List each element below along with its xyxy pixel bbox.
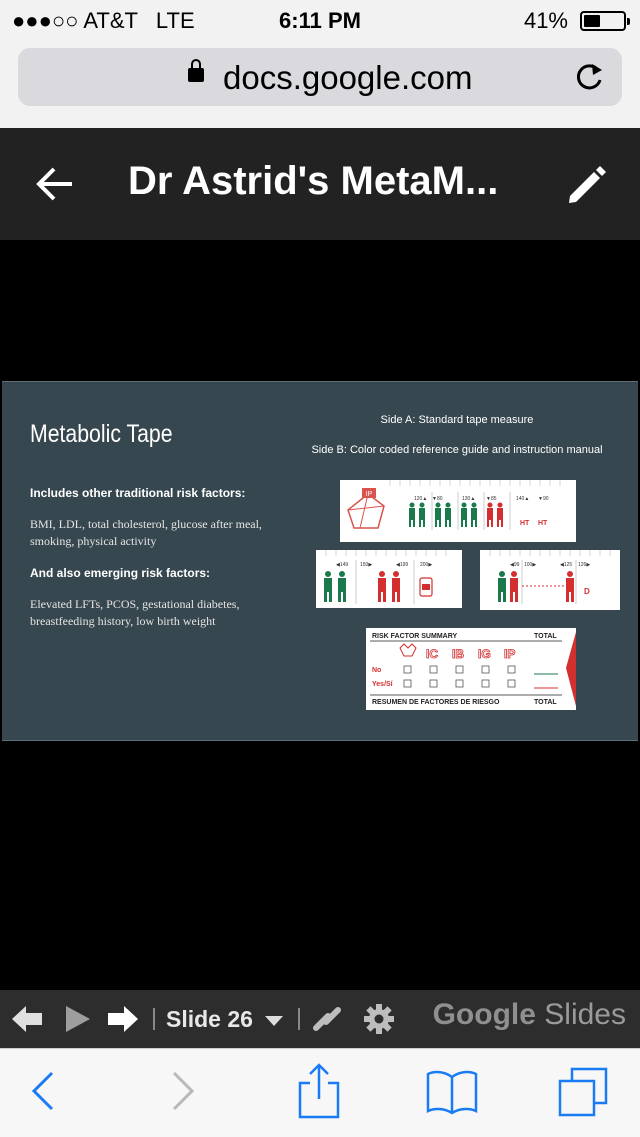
slides-control-bar bbox=[0, 990, 640, 1048]
tabs-icon[interactable] bbox=[558, 1067, 608, 1117]
doc-header bbox=[0, 128, 640, 240]
network-type: LTE bbox=[155, 8, 195, 33]
tape-1-tick: ▼90 bbox=[538, 496, 549, 502]
previous-slide-icon[interactable] bbox=[10, 1004, 44, 1034]
slide-heading: Metabolic Tape bbox=[30, 420, 173, 448]
tape-2-tick: ◀149 bbox=[336, 562, 349, 568]
tape-1-tick: 130▲ bbox=[462, 496, 476, 502]
battery-nub bbox=[627, 18, 630, 25]
link-icon[interactable] bbox=[310, 1000, 346, 1036]
tape-3-d-label: D bbox=[584, 587, 590, 596]
tape-1-ht-label: HT bbox=[538, 520, 548, 527]
gear-icon[interactable] bbox=[362, 1002, 396, 1036]
tape-1-tick: 120▲ bbox=[414, 496, 428, 502]
carrier-name: AT&T bbox=[83, 8, 138, 33]
google-slides-logo bbox=[433, 998, 626, 1032]
tape-1-graphic bbox=[340, 480, 576, 542]
side-b-caption: Side B: Color coded reference guide and instruction manual bbox=[311, 444, 603, 456]
separator bbox=[153, 1008, 155, 1030]
tape-1-ht-label: HT bbox=[520, 520, 530, 527]
risk-icon-ip: IP bbox=[504, 647, 516, 661]
separator bbox=[298, 1008, 300, 1030]
doc-title: Dr Astrid's MetaM... bbox=[128, 159, 499, 203]
slide-number: Slide 26 bbox=[166, 1006, 253, 1032]
risk-icon-ib: IB bbox=[452, 647, 464, 661]
tape-2-tick: ◀199 bbox=[396, 562, 409, 568]
clock: 6:11 PM bbox=[279, 8, 361, 33]
address-bar[interactable] bbox=[18, 48, 622, 106]
tape-3-tick: 100▶ bbox=[524, 562, 537, 568]
slide-selector[interactable] bbox=[166, 1006, 283, 1033]
signal-dots: ●●●○○ bbox=[12, 8, 79, 33]
risk-icon-ig: IG bbox=[478, 647, 491, 661]
risk-summary-graphic bbox=[366, 628, 576, 710]
browser-toolbar bbox=[0, 1048, 640, 1137]
browser-chrome bbox=[0, 40, 640, 129]
next-slide-icon[interactable] bbox=[106, 1004, 140, 1034]
tape-2-tick: 150▶ bbox=[360, 562, 373, 568]
slide-canvas bbox=[2, 381, 638, 741]
battery-percent: 41% bbox=[523, 8, 568, 33]
risk-summary-total-header: TOTAL bbox=[534, 633, 557, 640]
pencil-icon[interactable] bbox=[564, 162, 610, 208]
tape-2-graphic bbox=[316, 550, 462, 608]
risk-summary-yes-label: Yes/Sí bbox=[372, 681, 393, 688]
chevron-down-icon bbox=[265, 1016, 283, 1026]
risk-summary-footer: RESUMEN DE FACTORES DE RIESGO bbox=[372, 699, 500, 706]
risk-summary-title: RISK FACTOR SUMMARY bbox=[372, 633, 458, 640]
play-icon[interactable] bbox=[62, 1004, 92, 1034]
back-icon[interactable] bbox=[30, 1069, 56, 1113]
status-bar bbox=[0, 0, 640, 40]
risk-factor-summary-card bbox=[366, 628, 576, 710]
url-text: docs.google.com bbox=[223, 59, 473, 96]
tape-3-tick: ◀99 bbox=[510, 562, 520, 568]
slide-subheading-traditional: Includes other traditional risk factors: bbox=[30, 486, 246, 500]
tape-1-badge: IP bbox=[365, 491, 373, 498]
bookmarks-icon[interactable] bbox=[426, 1069, 478, 1115]
tape-2-tick: 200▶ bbox=[420, 562, 433, 568]
tape-image-1 bbox=[340, 480, 576, 542]
forward-icon[interactable] bbox=[170, 1069, 196, 1113]
lock-icon bbox=[188, 68, 204, 82]
battery-icon bbox=[580, 11, 626, 31]
risk-icon-ic: IC bbox=[426, 647, 438, 661]
slide-subheading-emerging: And also emerging risk factors: bbox=[30, 566, 211, 580]
share-icon[interactable] bbox=[298, 1063, 340, 1119]
side-a-caption: Side A: Standard tape measure bbox=[380, 414, 534, 426]
tape-image-3 bbox=[480, 550, 620, 610]
tape-image-2 bbox=[316, 550, 462, 608]
risk-summary-footer-total: TOTAL bbox=[534, 699, 557, 706]
tape-1-tick: ▼80 bbox=[432, 496, 443, 502]
reload-icon[interactable] bbox=[572, 60, 606, 94]
tape-1-tick: 140▲ bbox=[516, 496, 530, 502]
slide-paragraph-traditional: BMI, LDL, total cholesterol, glucose after meal, smoking, physical activity bbox=[30, 517, 262, 548]
battery-fill bbox=[584, 15, 600, 27]
brand-slides: Slides bbox=[544, 998, 626, 1031]
back-arrow-icon[interactable] bbox=[34, 164, 78, 204]
tape-3-tick: ◀125 bbox=[560, 562, 573, 568]
risk-summary-no-label: No bbox=[372, 667, 382, 674]
tape-3-tick: 126▶ bbox=[578, 562, 591, 568]
tape-3-graphic bbox=[480, 550, 620, 610]
brand-google: Google bbox=[432, 998, 536, 1031]
tape-1-tick: ▼85 bbox=[486, 496, 497, 502]
slide-paragraph-emerging: Elevated LFTs, PCOS, gestational diabetes, breastfeeding history, low birth weight bbox=[30, 597, 240, 628]
